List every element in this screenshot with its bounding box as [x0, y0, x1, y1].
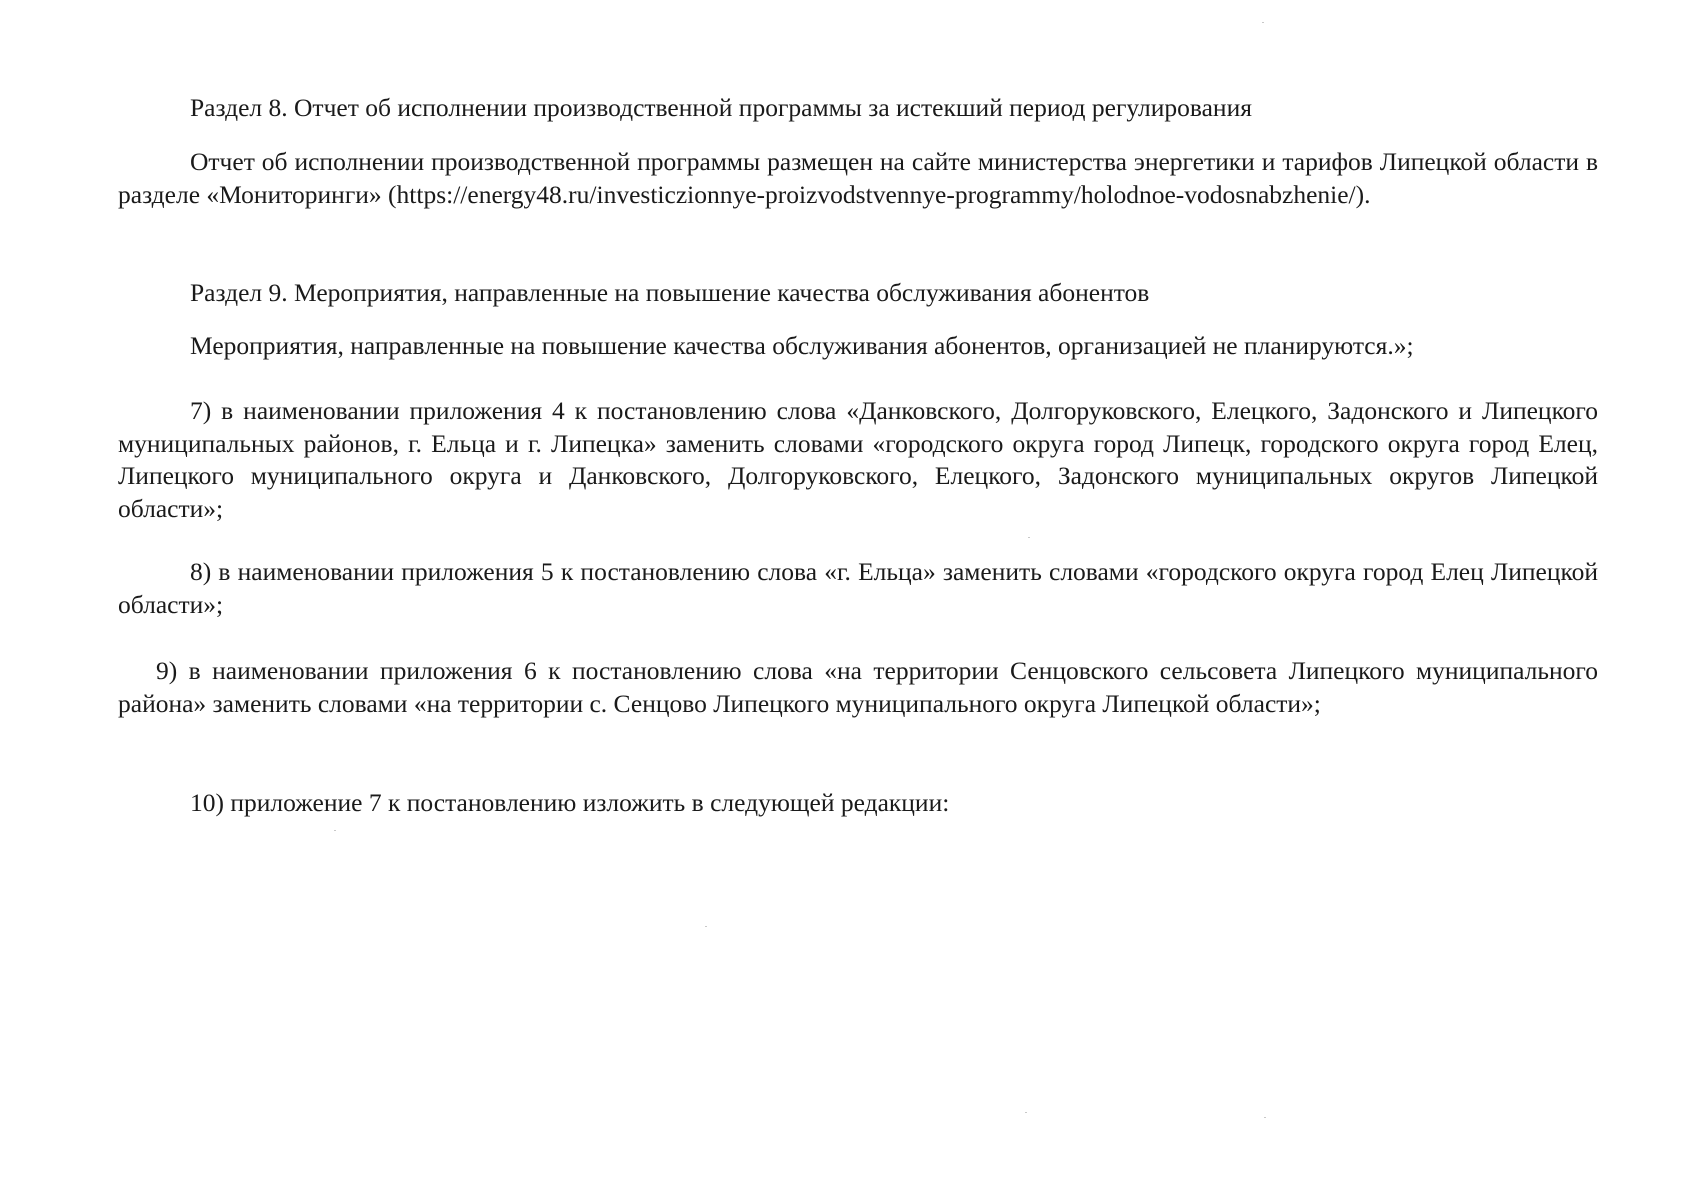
amendment-item-9: 9) в наименовании приложения 6 к постановлению слова «на территории Сенцовского сельсовета Липецкого муниципального района» заменить словами «на территории с. Сенцово Липецкого муниципального округа Липецкой области»; — [118, 656, 1598, 718]
scan-speck — [1262, 22, 1264, 23]
amendment-item-8: 8) в наименовании приложения 5 к постановлению слова «г. Ельца» заменить словами «городского округа город Елец Липецкой области»; — [118, 557, 1598, 619]
scan-speck — [1025, 1112, 1027, 1113]
section-9-heading: Раздел 9. Мероприятия, направленные на повышение качества обслуживания абонентов — [190, 278, 1150, 307]
scan-speck — [1264, 1117, 1266, 1118]
section-8-body: Отчет об исполнении производственной программы размещен на сайте министерства энергетики и тарифов Липецкой области в разделе «Мониторинги» (https://energy48.ru/investiczionnye-proizvodstvennye-programmy/holodnoe-vodosnabzhenie/). — [118, 147, 1598, 209]
amendment-item-7: 7) в наименовании приложения 4 к постановлению слова «Данковского, Долгоруковского, Елецкого, Задонского и Липецкого муниципальных районов, г. Ельца и г. Липецка» заменить словами «городского округа город Липецк, городского округа город Елец, Липецкого муниципального округа и Данковского, Долгоруковского, Елецкого, Задонского муниципальных округов Липецкой области»; — [118, 396, 1598, 523]
section-9-body: Мероприятия, направленные на повышение качества обслуживания абонентов, организацией не планируются.»; — [190, 331, 1414, 360]
scan-speck — [334, 830, 336, 831]
scan-speck — [705, 926, 707, 927]
scan-speck — [1028, 537, 1030, 538]
amendment-item-10: 10) приложение 7 к постановлению изложить в следующей редакции: — [190, 788, 950, 817]
section-8-heading: Раздел 8. Отчет об исполнении производственной программы за истекший период регулирования — [190, 93, 1252, 122]
